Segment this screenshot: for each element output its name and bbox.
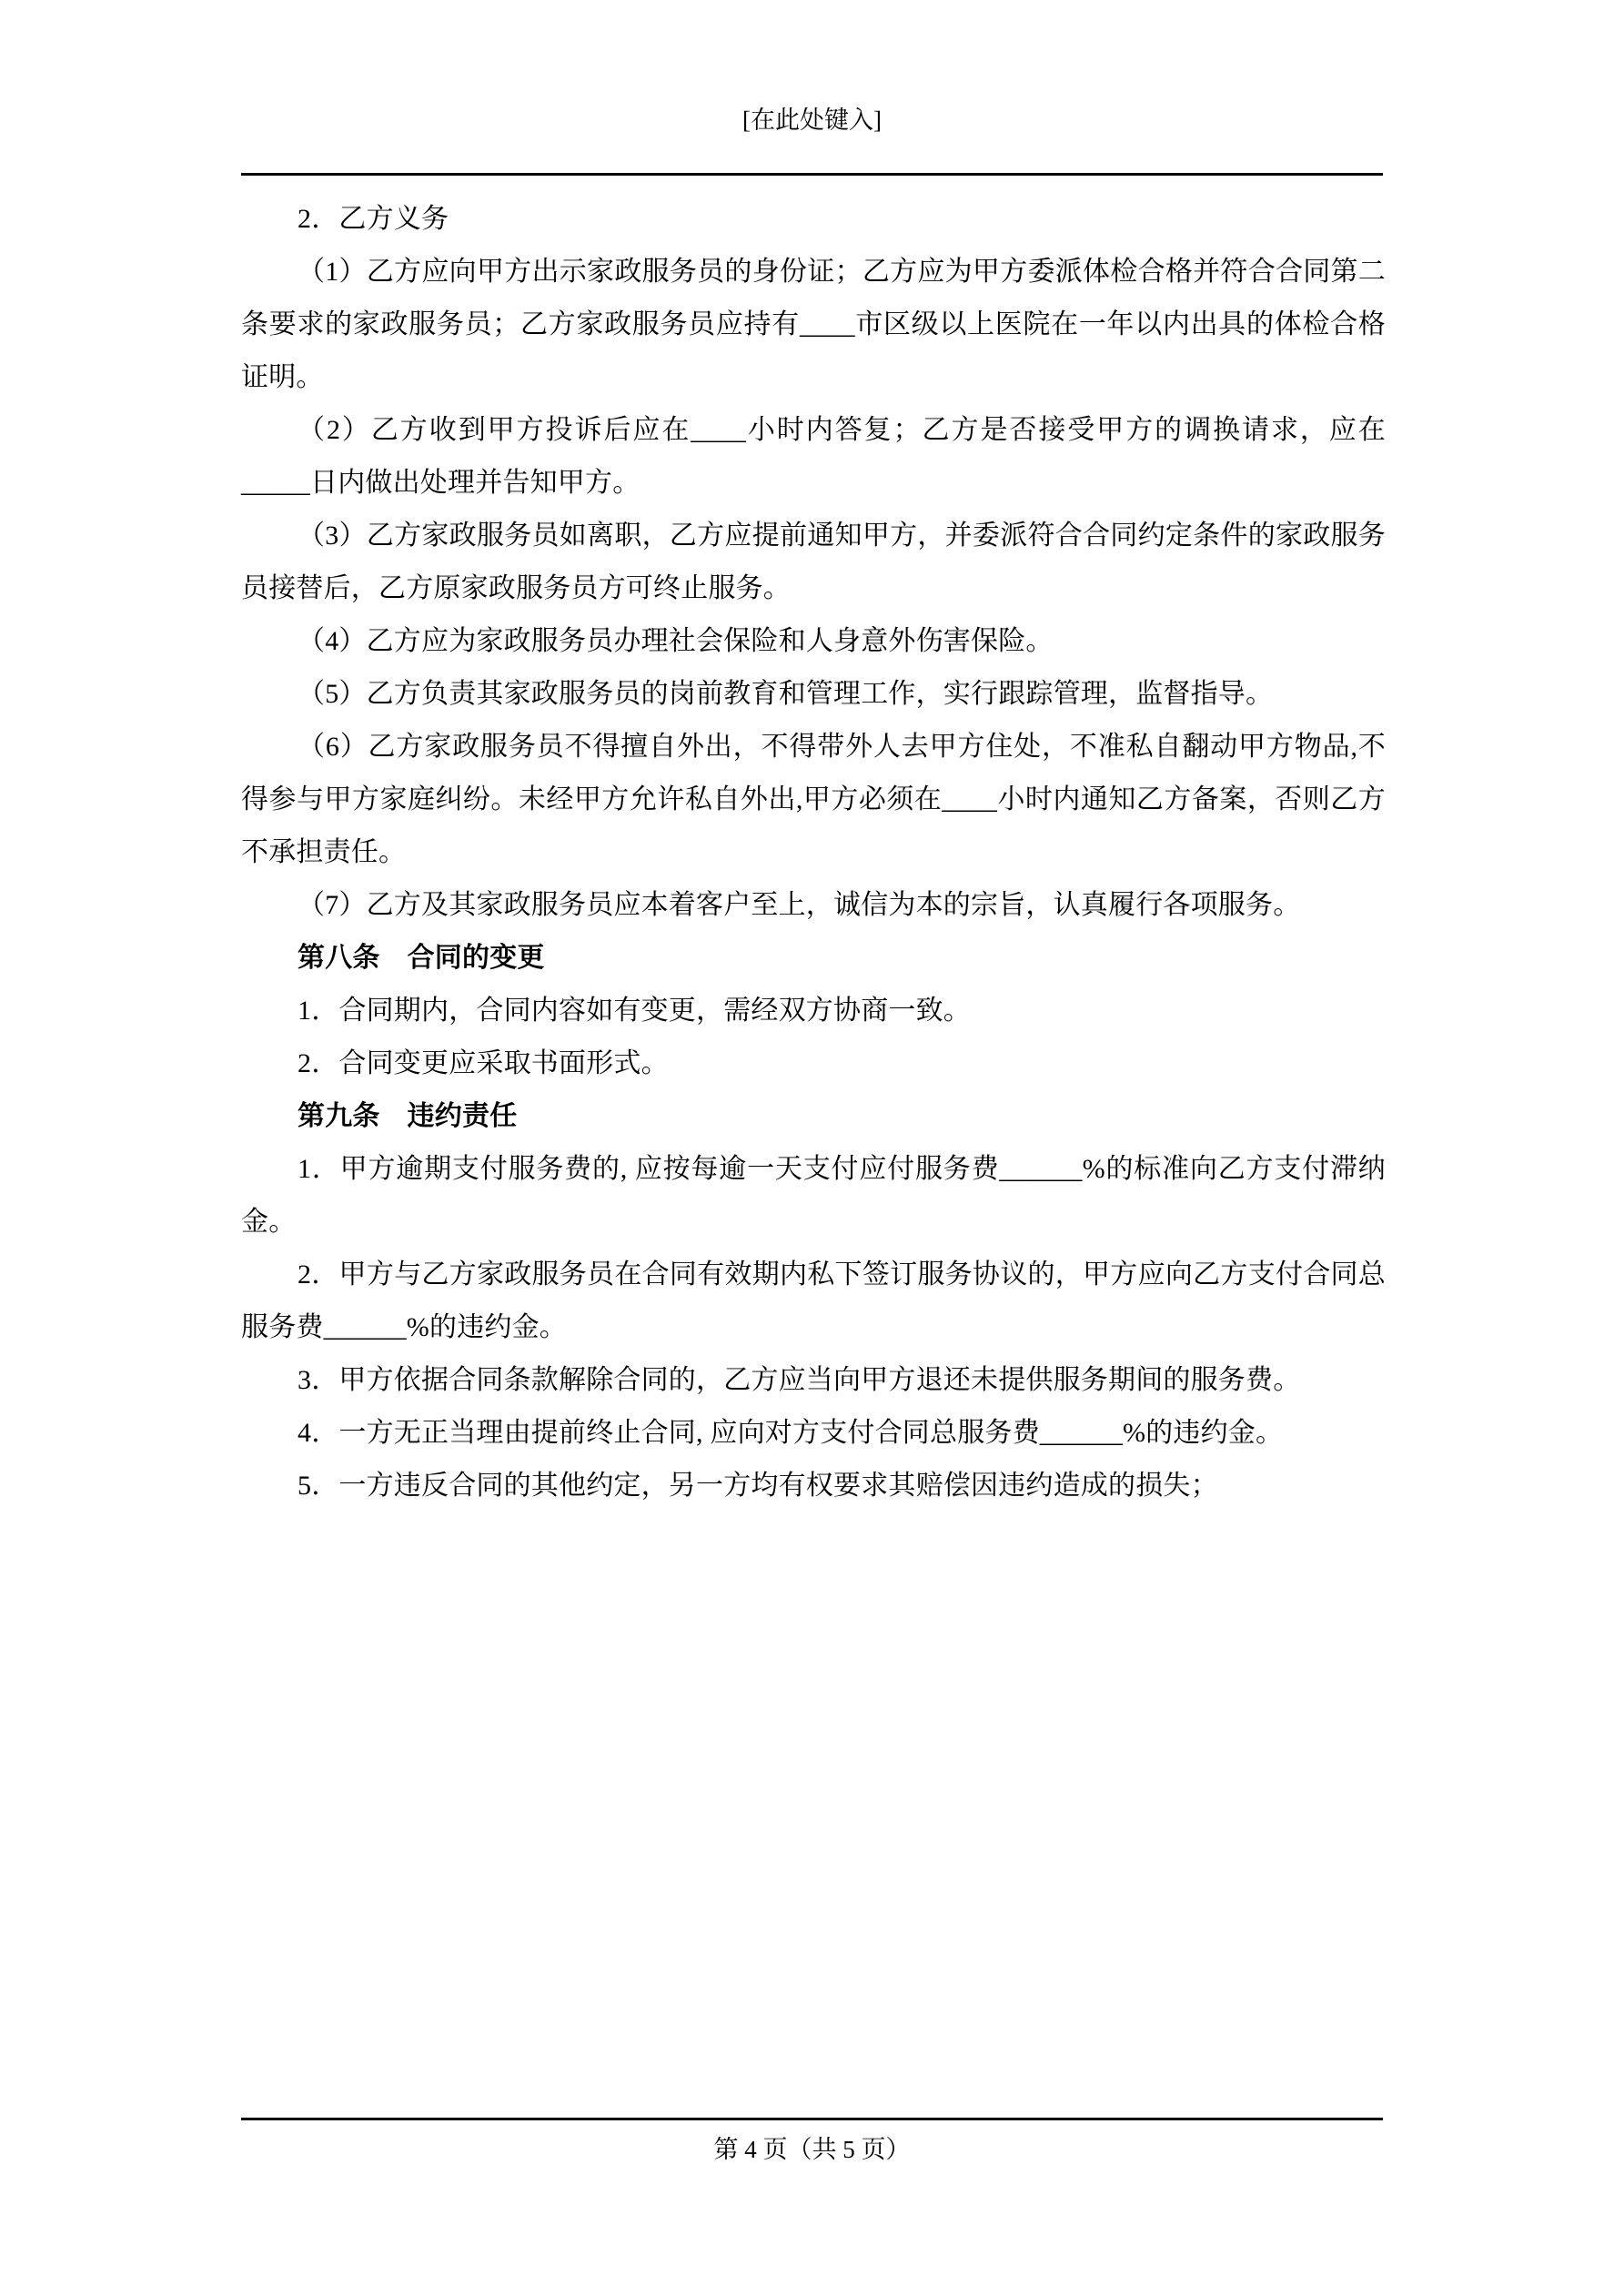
section-number: 第八条 <box>298 943 380 973</box>
header-divider <box>241 173 1383 176</box>
paragraph: （5）乙方负责其家政服务员的岗前教育和管理工作，实行跟踪管理，监督指导。 <box>298 679 1274 709</box>
paragraph: （2）乙方收到甲方投诉后应在____小时内答复；乙方是否接受甲方的调换请求，应在_____日内做出处理并告知甲方。 <box>241 415 1386 498</box>
footer-divider <box>241 2118 1383 2120</box>
section-title: 违约责任 <box>407 1101 518 1131</box>
paragraph: （4）乙方应为家政服务员办理社会保险和人身意外伤害保险。 <box>298 626 1054 656</box>
paragraph: （6）乙方家政服务员不得擅自外出，不得带外人去甲方住处，不准私自翻动甲方物品,不得参与甲方家庭纠纷。未经甲方允许私自外出,甲方必须在____小时内通知乙方备案，否则乙方不承担责任。 <box>241 732 1386 867</box>
section-heading <box>241 932 1386 985</box>
paragraph: 5．一方违反合同的其他约定，另一方均有权要求其赔偿因违约造成的损失； <box>298 1471 1218 1501</box>
section-number: 第九条 <box>298 1101 380 1131</box>
paragraph: （1）乙方应向甲方出示家政服务员的身份证；乙方应为甲方委派体检合格并符合合同第二条要求的家政服务员；乙方家政服务员应持有____市区级以上医院在一年以内出具的体检合格证明。 <box>241 257 1386 392</box>
paragraph: 1．合同期内，合同内容如有变更，需经双方协商一致。 <box>298 996 971 1026</box>
paragraph: （7）乙方及其家政服务员应本着客户至上，诚信为本的宗旨，认真履行各项服务。 <box>298 890 1301 920</box>
paragraph: 2．合同变更应采取书面形式。 <box>298 1048 669 1078</box>
paragraph: 1．甲方逾期支付服务费的, 应按每逾一天支付应付服务费______%的标准向乙方支付滞纳金。 <box>241 1154 1386 1237</box>
paragraph: 2．甲方与乙方家政服务员在合同有效期内私下签订服务协议的，甲方应向乙方支付合同总服务费______%的违约金。 <box>241 1259 1386 1342</box>
page-footer: 第 4 页（共 5 页） <box>713 2136 911 2163</box>
page-header: [在此处键入] <box>742 106 882 134</box>
paragraph: （3）乙方家政服务员如离职，乙方应提前通知甲方，并委派符合合同约定条件的家政服务员接替后，乙方原家政服务员方可终止服务。 <box>241 521 1386 603</box>
paragraph: 2．乙方义务 <box>298 204 449 234</box>
section-heading <box>241 1090 1386 1143</box>
document-body <box>241 193 1386 1512</box>
paragraph: 3．甲方依据合同条款解除合同的，乙方应当向甲方退还未提供服务期间的服务费。 <box>298 1365 1301 1395</box>
paragraph: 4．一方无正当理由提前终止合同, 应向对方支付合同总服务费______%的违约金。 <box>298 1418 1284 1448</box>
section-title: 合同的变更 <box>407 943 545 973</box>
